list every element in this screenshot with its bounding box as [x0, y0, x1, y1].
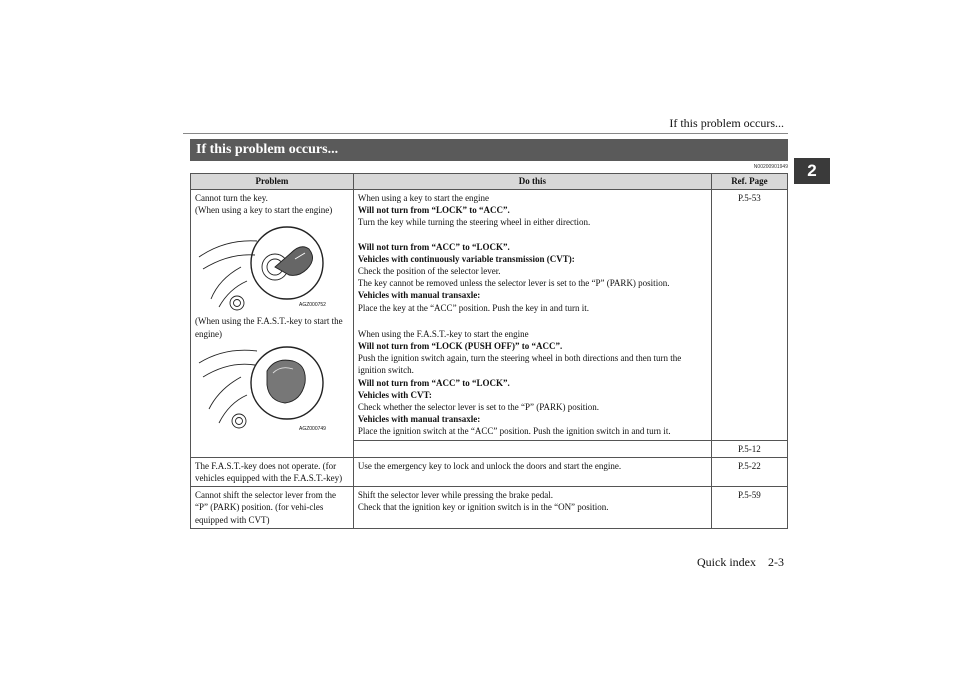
do-line: Check that the ignition key or ignition switch is in the “ON” position.	[357, 502, 609, 513]
header-rule	[183, 133, 788, 134]
table-row	[191, 487, 788, 529]
do-line-bold: Vehicles with CVT:	[357, 389, 432, 400]
do-cell	[353, 487, 711, 529]
do-cell-key	[353, 190, 711, 441]
do-line: Push the ignition switch again, turn the steering wheel in both directions and then turn the ignition switch.	[357, 353, 682, 376]
problem-text: (When using the F.A.S.T.-key to start the engine)	[195, 316, 343, 339]
page-number: 2-3	[768, 555, 784, 569]
ref-page-cell: P.5-59	[711, 487, 787, 529]
do-line-bold: Will not turn from “LOCK (PUSH OFF)” to “ACC”.	[357, 341, 563, 352]
problem-cell: The F.A.S.T.-key does not operate. (for vehicles equipped with the F.A.S.T.-key)	[191, 457, 354, 486]
do-line-bold: Vehicles with continuously variable transmission (CVT):	[357, 253, 575, 264]
do-line: Shift the selector lever while pressing the brake pedal.	[357, 490, 554, 501]
header-problem: Problem	[191, 174, 354, 190]
footer-chapter: Quick index	[697, 555, 756, 569]
do-line-bold: Vehicles with manual transaxle:	[357, 414, 481, 425]
ref-page-cell: P.5-53	[711, 190, 787, 441]
do-line: Check the position of the selector lever.	[357, 266, 501, 277]
do-line-bold: Will not turn from “ACC” to “LOCK”.	[357, 377, 510, 388]
do-line: Place the key at the “ACC” position. Push the key in and turn it.	[357, 302, 590, 313]
do-line: Check whether the selector lever is set to the “P” (PARK) position.	[357, 402, 599, 413]
do-line-bold: Will not turn from “LOCK” to “ACC”.	[357, 205, 510, 216]
section-title: If this problem occurs...	[190, 139, 788, 161]
ignition-key-illustration	[195, 219, 347, 311]
ref-page-cell: P.5-22	[711, 457, 787, 486]
header-ref-page: Ref. Page	[711, 174, 787, 190]
page-footer	[697, 555, 784, 570]
chapter-tab: 2	[794, 158, 830, 184]
section-code: N00200901949	[753, 164, 788, 170]
running-header-title: If this problem occurs...	[669, 116, 784, 130]
figure-code: AGZ000749	[299, 425, 326, 432]
figure-code: AGZ000752	[299, 302, 326, 309]
do-line: Place the ignition switch at the “ACC” position. Push the ignition switch in and turn it.	[357, 426, 671, 437]
ref-page-cell: P.5-12	[711, 440, 787, 457]
do-line-bold: Vehicles with manual transaxle:	[357, 290, 481, 301]
fast-key-switch-illustration	[195, 343, 347, 435]
do-line: When using the F.A.S.T.-key to start the engine	[357, 328, 529, 339]
problem-text: Cannot turn the key.	[195, 193, 268, 203]
problem-cell-key	[191, 190, 354, 458]
problem-text: (When using a key to start the engine)	[195, 205, 333, 216]
do-line: The key cannot be removed unless the selector lever is set to the “P” (PARK) position.	[357, 278, 670, 289]
do-line-bold: Will not turn from “ACC” to “LOCK”.	[357, 241, 510, 252]
quick-index-table	[190, 173, 788, 529]
table-row	[191, 457, 788, 486]
table-header-row	[191, 174, 788, 190]
spacer	[358, 229, 707, 241]
table-row	[191, 190, 788, 441]
header-do-this: Do this	[353, 174, 711, 190]
do-line: When using a key to start the engine	[357, 193, 490, 203]
problem-cell: Cannot shift the selector lever from the “P” (PARK) position. (for vehi-cles equipped with CVT)	[191, 487, 354, 529]
do-cell: Use the emergency key to lock and unlock the doors and start the engine.	[353, 457, 711, 486]
do-line: Turn the key while turning the steering wheel in either direction.	[357, 217, 591, 228]
